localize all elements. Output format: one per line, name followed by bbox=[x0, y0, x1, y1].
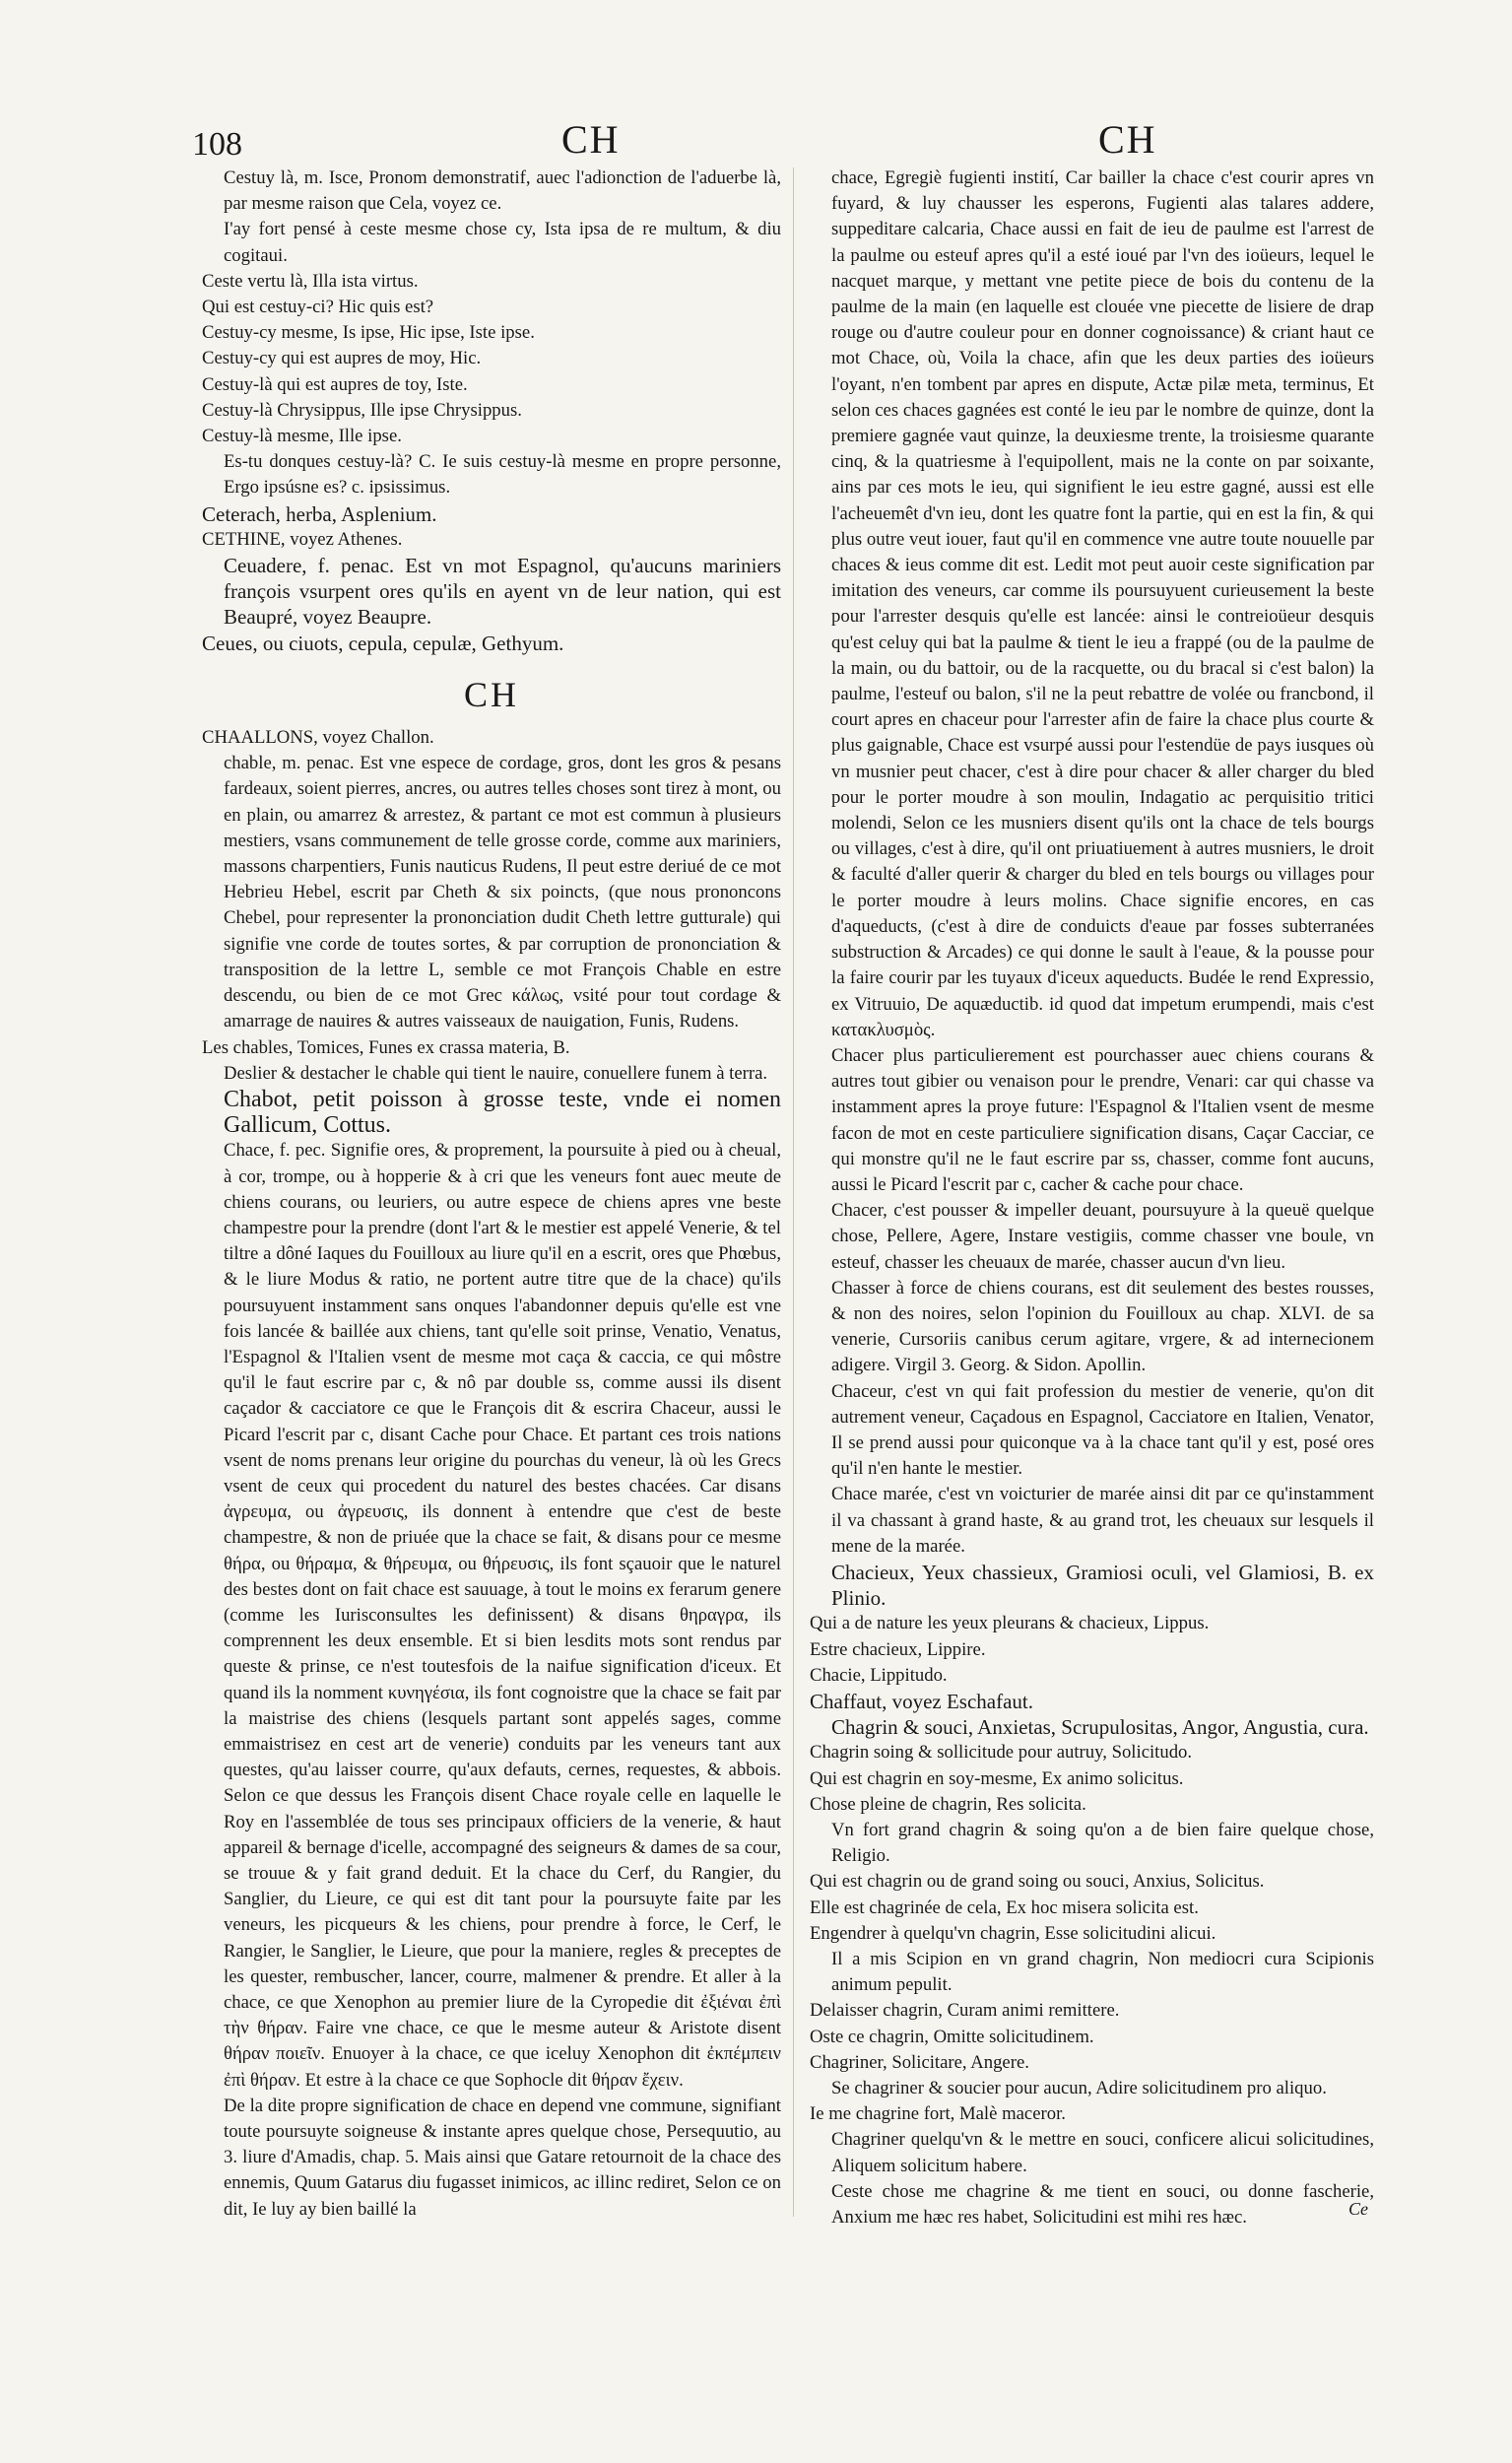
entry-chaallons: CHAALLONS, voyez Challon. bbox=[202, 727, 434, 749]
entry: Qui est chagrin en soy-mesme, Ex animo solicitus. bbox=[810, 1767, 1184, 1789]
running-head-right: CH bbox=[1098, 117, 1157, 162]
entry-cestuy-la: Cestuy là, m. Isce, Pronom demonstratif, auec l'adionction de l'aduerbe là, par mesme raison que Cela, voyez ce. bbox=[224, 167, 781, 215]
right-column bbox=[810, 166, 1374, 2230]
entry: Delaisser chagrin, Curam animi remittere. bbox=[810, 2000, 1120, 2022]
entry: Cestuy-cy mesme, Is ipse, Hic ipse, Iste ipse. bbox=[202, 322, 535, 344]
page-number: 108 bbox=[192, 126, 242, 163]
entry: Chose pleine de chagrin, Res solicita. bbox=[810, 1793, 1086, 1815]
running-head-left: CH bbox=[561, 117, 621, 162]
entry: Qui a de nature les yeux pleurans & chacieux, Lippus. bbox=[810, 1613, 1210, 1634]
entry: Cestuy-cy qui est aupres de moy, Hic. bbox=[202, 348, 482, 369]
entry-chacieux: Chacieux, Yeux chassieux, Gramiosi oculi, vel Glamiosi, B. ex Plinio. bbox=[831, 1560, 1374, 1611]
entry: Elle est chagrinée de cela, Ex hoc misera solicita est. bbox=[810, 1897, 1199, 1918]
entry-chace-commune: De la dite propre signification de chace en depend vne commune, signifiant toute poursuyte soigneuse & instante apres quelque chose, Persequutio, au 3. liure d'Amadis, chap. 5. Mais ainsi que Gatare retournoit de la chace des ennemis, Quum Gatarus diu fugasset inimicos, ac illinc rediret, Selon ce on dit, Ie luy ay bien baillé la bbox=[224, 2095, 781, 2220]
entry: Chagrin soing & sollicitude pour autruy, Solicitudo. bbox=[810, 1742, 1193, 1764]
entry: Chagriner quelqu'vn & le mettre en souci, conficere alicui solicitudines, Aliquem solicitum habere. bbox=[831, 2129, 1374, 2176]
entry-chagriner: Chagriner, Solicitare, Angere. bbox=[810, 2051, 1029, 2073]
entry-chaffaut: Chaffaut, voyez Eschafaut. bbox=[810, 1689, 1034, 1713]
entry: Ie me chagrine fort, Malè maceror. bbox=[810, 2103, 1066, 2125]
entry: Ceste chose me chagrine & me tient en souci, ou donne fascherie, Anxium me hæc res habet, Solicitudini est mihi res hæc. bbox=[831, 2180, 1374, 2229]
entry-chabot: Chabot, petit poisson à grosse teste, vnde ei nomen Gallicum, Cottus. bbox=[224, 1086, 781, 1139]
entry-ceuadere: Ceuadere, f. penac. Est vn mot Espagnol, qu'aucuns mariniers françois vsurpent ores qu'ils en ayent vn de leur nation, qui est Beaupré, voyez Beaupre. bbox=[224, 554, 781, 630]
catchword: Ce bbox=[1348, 2199, 1368, 2219]
section-heading: CH bbox=[463, 674, 519, 714]
entry: Cestuy-là mesme, Ille ipse. bbox=[202, 426, 402, 447]
entry-chace-maree: Chace marée, c'est vn voicturier de marée ainsi dit par ce qu'instamment il va chassant à grand haste, & au grand trot, les cheuaux sur lesquels il mene de la marée. bbox=[831, 1484, 1374, 1557]
entry: Cestuy-là Chrysippus, Ille ipse Chrysippus. bbox=[202, 399, 522, 421]
entry: Es-tu donques cestuy-là? C. Ie suis cestuy-là mesme en propre personne, Ergo ipsúsne es? c. ipsissimus. bbox=[224, 451, 781, 499]
entry: Estre chacieux, Lippire. bbox=[810, 1638, 986, 1660]
entry-chacer: Chacer plus particulierement est pourchasser auec chiens courans & autres tout gibier ou venaison pour le prendre, Venari: car qui chasse va instamment apres la proye future: l'Espagnol & l'Italien vsent de mesme facon de mot en ceste particuliere signification disans, Caçar Cacciar, ce qui monstre qu'il ne le faut escrire par ss, chasser, comme font aucuns, aussi le Picard l'escrit par c, cacher & cache pour chace. bbox=[831, 1044, 1374, 1195]
left-column bbox=[202, 166, 781, 2223]
entry-chace-continued: chace, Egregiè fugienti instití, Car bailler la chace c'est courir apres vn fuyard, & luy chausser les esperons, Fugienti alas talares addere, suppeditare calcaria, Chace aussi en fait de ieu de paulme est l'arrest de la paulme ou esteuf apres qu'il a esté ioué par l'vn des ioüeurs, lequel le nacquet marque, y mettant vne petite piece de bois du contenu de la paulme de la main (en laquelle est clouée vne piecette de lisiere de drap rouge ou d'autre couleur pour en donner cognoissance) & criant haut ce mot Chace, où, Voila la chace, afin que les deux parties des ioüeurs l'oyant, n'en tombent par apres en dispute, Actæ pilæ meta, terminus, Et selon ces chaces gagnées est conté le ieu par le nombre de quinze, dont la premiere gagnée vaut quinze, la deuxiesme trente, la troisiesme quarante cinq, & la quatriesme à l'equipollent, mais ne la conte on par soixante, ains par ces mots le ieu, qui signifient le ieu estre gagné, aussi est elle l'acheuemêt d'vn ieu, dont les quatre font la partie, qui en est la fin, & qui plus outre veut iouer, faut qu'il en commence vne autre toute nouuelle par chaces & ieus comme dit est. Ledit mot peut auoir ceste signification par imitation des veneurs, car comme ils poursuyuent curieusement la beste pour l'arrester desquis qu'elle est lancée: ainsi le contreioüeur desquis qu'est celuy qui bat la paulme & tient le ieu a frappé (ou de la paulme de la main, ou du battoir, ou de la racquette, ou du bracal si c'est balon) la paulme, l'esteuf ou balon, s'il ne la peut rebattre de volée ou francbond, il court apres en chaceur pour l'arrester afin de faire la chace plus courte & plus gaignable, Chace est vsurpé aussi pour l'estendüe de pays iusques où vn musnier peut chacer, c'est à dire pour chacer & aller charger du bled pour le porter moudre à son moulin, Indagatio ac perquisitio tritici molendi, Selon ce les musniers disent qu'ils ont la chace de tels bourgs ou villages, c'est à dire, qu'il ont priuatiuement à autres musniers, le droit & faculté d'aller querir & charger du bled en tels bourgs ou villages pour le porter moudre à leurs molins. Chace signifie encores, en cas d'aqueducts, (c'est à dire de conduicts d'eaue par fosses subterranées substruction & Arcades) ce qui donne le sault à l'eaue, & la pousse pour la faire courir par les tuyaux d'iceux aqueducts. Budée le rend Expressio, ex Vitruuio, De aquæductib. id quod dat impetum erumpendi, mais c'est κατακλυσμὸς. bbox=[831, 167, 1374, 1040]
page-header bbox=[192, 116, 1325, 166]
entry-ceterach: Ceterach, herba, Asplenium. bbox=[202, 501, 437, 526]
entry: Ceste vertu là, Illa ista virtus. bbox=[202, 270, 419, 292]
entry: Chasser à force de chiens courans, est dit seulement des bestes rousses, & non des noires, selon l'opinion du Fouilloux au chap. XLVI. de sa venerie, Cursoriis canibus cerum agitare, vrgere, & ad internecionem adigere. Virgil 3. Georg. & Sidon. Apollin. bbox=[831, 1277, 1374, 1376]
entry: I'ay fort pensé à ceste mesme chose cy, Ista ipsa de re multum, & diu cogitaui. bbox=[224, 219, 781, 266]
entry: Les chables, Tomices, Funes ex crassa materia, B. bbox=[202, 1036, 570, 1058]
entry: Deslier & destacher le chable qui tient le nauire, conuellere funem à terra. bbox=[224, 1062, 768, 1084]
entry: Qui est cestuy-ci? Hic quis est? bbox=[202, 297, 434, 318]
entry: Cestuy-là qui est aupres de toy, Iste. bbox=[202, 373, 468, 395]
entry-chable: chable, m. penac. Est vne espece de cordage, gros, dont les gros & pesans fardeaux, soient pierres, ancres, ou autres telles choses sont tirez à mont, ou en plain, ou amarrez & arrestez, & partant ce mot est commun à plusieurs mestiers, vsans communement de telle grosse corde, comme aux mariniers, massons charpentiers, Funis nauticus Rudens, Il peut estre deriué de ce mot Hebrieu Hebel, escrit par Cheth & six poincts, (que nous prononcons Chebel, pour representer la prononciation dudit Cheth lettre gutturale) qui signifie vne corde de toutes sortes, & par corruption de prononciation & transposition de la lettre L, semble ce mot François Chable en estre descendu, ou bien de ce mot Grec κάλως, vsité pour tout cordage & amarrage de nauires & autres vaisseaux de nauigation, Funis, Rudens. bbox=[224, 753, 781, 1032]
entry: Qui est chagrin ou de grand soing ou souci, Anxius, Solicitus. bbox=[810, 1871, 1265, 1893]
entry: Chacie, Lippitudo. bbox=[810, 1664, 948, 1686]
entry: Oste ce chagrin, Omitte solicitudinem. bbox=[810, 2026, 1094, 2047]
entry: Il a mis Scipion en vn grand chagrin, Non mediocri cura Scipionis animum pepulit. bbox=[831, 1949, 1374, 1996]
entry-cethine: CETHINE, voyez Athenes. bbox=[202, 528, 403, 550]
entry: Vn fort grand chagrin & soing qu'on a de bien faire quelque chose, Religio. bbox=[831, 1820, 1374, 1867]
entry: Engendrer à quelqu'vn chagrin, Esse solicitudini alicui. bbox=[810, 1922, 1216, 1944]
column-divider bbox=[793, 167, 794, 2217]
entry-chaceur: Chaceur, c'est vn qui fait profession du mestier de venerie, qu'on dit autrement veneur, Caçadous en Espagnol, Cacciatore en Italien, Venator, Il se prend aussi pour quiconque va à la chace tant qu'il y est, posé ores qu'il n'en hante le mestier. bbox=[831, 1380, 1374, 1480]
entry-chagrin: Chagrin & souci, Anxietas, Scrupulositas, Angor, Angustia, cura. bbox=[831, 1715, 1369, 1740]
entry: Se chagriner & soucier pour aucun, Adire solicitudinem pro aliquo. bbox=[831, 2078, 1327, 2099]
entry-chace: Chace, f. pec. Signifie ores, & proprement, la poursuite à pied ou à cheual, à cor, trompe, ou à hopperie & à cri que les veneurs font auec meute de chiens courans, ou leuriers, ou autre espece de chiens apres vne beste champestre pour la prendre (dont l'art & le mestier est appelé Venerie, & tel tiltre a dôné Iaques du Fouilloux au liure qu'il en a escrit, ores que Phœbus, & le liure Modus & ratio, ne portent autre titre que de la chace) qu'ils poursuyuent instamment sans onques l'abandonner depuis qu'elle est vne fois lancée & baillée aux chiens, tant qu'elle soit prinse, Venatio, Venatus, l'Espagnol & l'Italien vsent de mesme mot caça & caccia, ce qui môstre qu'il le faut escrire par c, & nô par double ss, comme aussi ils disent caçador & cacciatore ce que le François dit & escrira Chaceur, aussi le Picard l'escrit par c, disant Cache pour Chace. Et partant ces trois nations vsent de noms prenans leur origine du pourchas du veneur, là où les Grecs vsent de ceux qui procedent du naturel des bestes chacées. Car disans ἀγρευμα, ou ἀγρευσις, ils donnent à entendre que c'est de beste champestre, & non de priuée que la chace se fait, & disans pour ce mesme θήρα, ou θήραμα, & θήρευμα, ou θήρευσις, ils font sçauoir que le naturel des bestes dont on fait chace est sauuage, à tout le moins ex ferarum genere (comme les Iurisconsultes les definissent) & disans θηραγρα, ils comprennent les deux ensemble. Et si bien lesdits mots sont rendus par queste & prinse, ce n'est toutesfois de la naifue signification d'iceux. Et quand ils la nomment κυνηγέσια, ils font cognoistre que la chace se fait par la maistrise des chiens (lesquels partant sont appelés sages, comme emmaistrisez en cest art de venerie) conduits par les veneurs tant aux questes, qu'au laisser courre, qu'aux defauts, cernes, requestes, & abbois. Selon ce que dessus les François disent Chace royale celle en laquelle le Roy en l'assemblée de tous ses principaux officiers de la venerie, & haut appareil & bernage d'icelle, accompagné des seigneurs & dames de sa cour, se trouue & y fait grand deduit. Et la chace du Cerf, du Rangier, du Sanglier, du Lieure, ce qui est dit tant pour la poursuyte faite par les veneurs, les picqueurs & les chiens, pour prendre à force, le Cerf, le Rangier, le Sanglier, le Lieure, que pour la maniere, regles & preceptes de les quester, rembuscher, lancer, courre, malmener & prendre. Et aller à la chace, ce que Xenophon au premier liure de la Cyropedie dit ἐξιέναι ἐπὶ τὴν θήραν. Faire vne chace, ce que le mesme auteur & Aristote disent θήραν ποιεῖν. Enuoyer à la chace, ce que iceluy Xenophon dit ἐκπέμπειν ἐπὶ θήραν. Et estre à la chace ce que Sophocle dit θήραν ἔχειν. bbox=[224, 1140, 781, 2091]
entry: Chacer, c'est pousser & impeller deuant, poursuyure à la queuë quelque chose, Pellere, Agere, Instare vestigiis, comme chasser vne boule, vn esteuf, chasser les cheuaux de marée, chasser aucun d'vn lieu. bbox=[831, 1200, 1374, 1273]
entry-ceues: Ceues, ou ciuots, cepula, cepulæ, Gethyum. bbox=[202, 631, 564, 655]
